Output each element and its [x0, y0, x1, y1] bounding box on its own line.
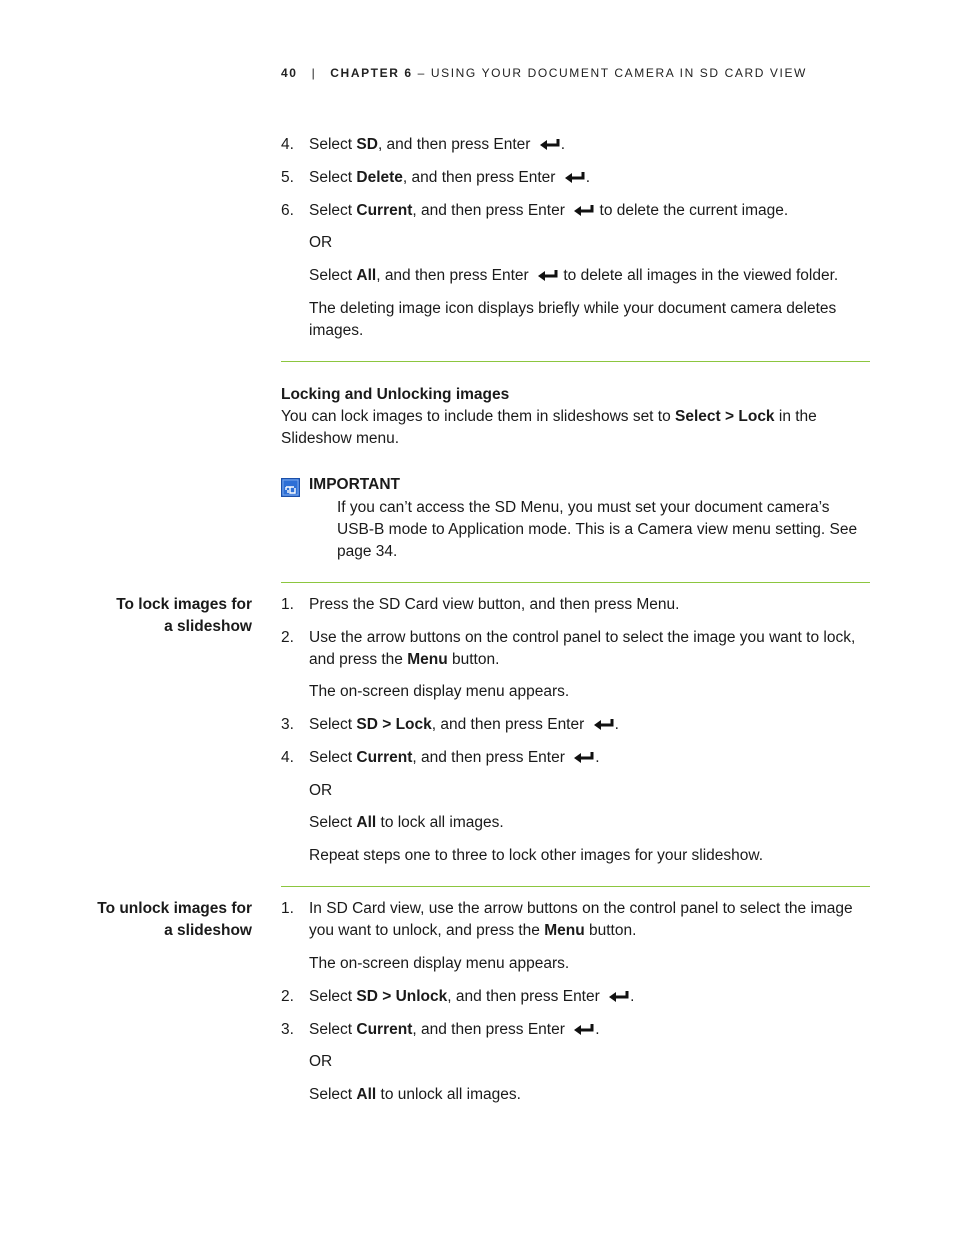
step-text: Select Current, and then press Enter .: [309, 749, 600, 766]
enter-key-icon: [573, 204, 595, 216]
important-text: If you can’t access the SD Menu, you must set your document camera’s USB-B mode to Application mode. This is a Camera view menu setting. See page 34.: [337, 499, 858, 560]
step-number: 3.: [281, 1021, 294, 1038]
side-title-line: a slideshow: [164, 922, 252, 939]
step-text: Select SD > Unlock, and then press Enter .: [309, 988, 635, 1005]
enter-key-icon: [573, 751, 595, 763]
side-title-line: a slideshow: [164, 618, 252, 635]
step-number: 4.: [281, 136, 294, 153]
or-text: OR: [309, 234, 333, 251]
delete-all-text: Select All, and then press Enter to delete all images in the viewed folder.: [309, 267, 839, 284]
step-text: Use the arrow buttons on the control panel to select the image you want to lock, and press the Menu button.: [309, 629, 856, 668]
chapter-title: – USING YOUR DOCUMENT CAMERA IN SD CARD VIEW: [417, 66, 807, 80]
section-divider: [281, 582, 870, 583]
enter-key-icon: [573, 1023, 595, 1035]
or-text: OR: [309, 1053, 333, 1070]
step-text: In SD Card view, use the arrow buttons on the control panel to select the image you want to unlock, and press the Menu button.: [309, 900, 853, 939]
delete-note: The deleting image icon displays briefly while your document camera deletes images.: [309, 300, 837, 339]
unlock-all-text: Select All to unlock all images.: [309, 1086, 521, 1103]
step-number: 1.: [281, 900, 294, 917]
chapter-label: CHAPTER 6: [330, 66, 413, 80]
enter-key-icon: [564, 171, 586, 183]
section-intro: You can lock images to include them in slideshows set to Select > Lock in the Slideshow menu.: [281, 408, 817, 447]
pointing-hand-icon: [281, 478, 300, 497]
page-header: [281, 66, 807, 80]
section-divider: [281, 886, 870, 887]
step-number: 2.: [281, 629, 294, 646]
enter-key-icon: [593, 718, 615, 730]
step-text: Select Current, and then press Enter .: [309, 1021, 600, 1038]
or-text: OR: [309, 782, 333, 799]
step-text: Select SD, and then press Enter .: [309, 136, 566, 153]
enter-key-icon: [539, 138, 561, 150]
section-heading: Locking and Unlocking images: [281, 386, 510, 403]
step-number: 3.: [281, 716, 294, 733]
step-number: 6.: [281, 202, 294, 219]
unlock-step-1-note: The on-screen display menu appears.: [309, 955, 570, 972]
enter-key-icon: [608, 990, 630, 1002]
step-number: 2.: [281, 988, 294, 1005]
step-text: Press the SD Card view button, and then press Menu.: [309, 596, 680, 613]
header-separator: |: [311, 66, 317, 80]
lock-side-title: [52, 594, 252, 638]
lock-step-2-note: The on-screen display menu appears.: [309, 683, 570, 700]
step-number: 1.: [281, 596, 294, 613]
enter-key-icon: [537, 269, 559, 281]
section-divider: [281, 361, 870, 362]
side-title-line: To lock images for: [116, 596, 252, 613]
step-text: Select Current, and then press Enter to delete the current image.: [309, 202, 789, 219]
side-title-line: To unlock images for: [97, 900, 252, 917]
step-text: Select SD > Lock, and then press Enter .: [309, 716, 619, 733]
step-text: Select Delete, and then press Enter .: [309, 169, 591, 186]
locking-section: [281, 384, 871, 450]
page-number: 40: [281, 66, 298, 80]
unlock-side-title: [52, 898, 252, 942]
important-label: IMPORTANT: [309, 476, 400, 493]
step-number: 4.: [281, 749, 294, 766]
step-number: 5.: [281, 169, 294, 186]
lock-repeat-text: Repeat steps one to three to lock other images for your slideshow.: [309, 847, 764, 864]
lock-all-text: Select All to lock all images.: [309, 814, 504, 831]
